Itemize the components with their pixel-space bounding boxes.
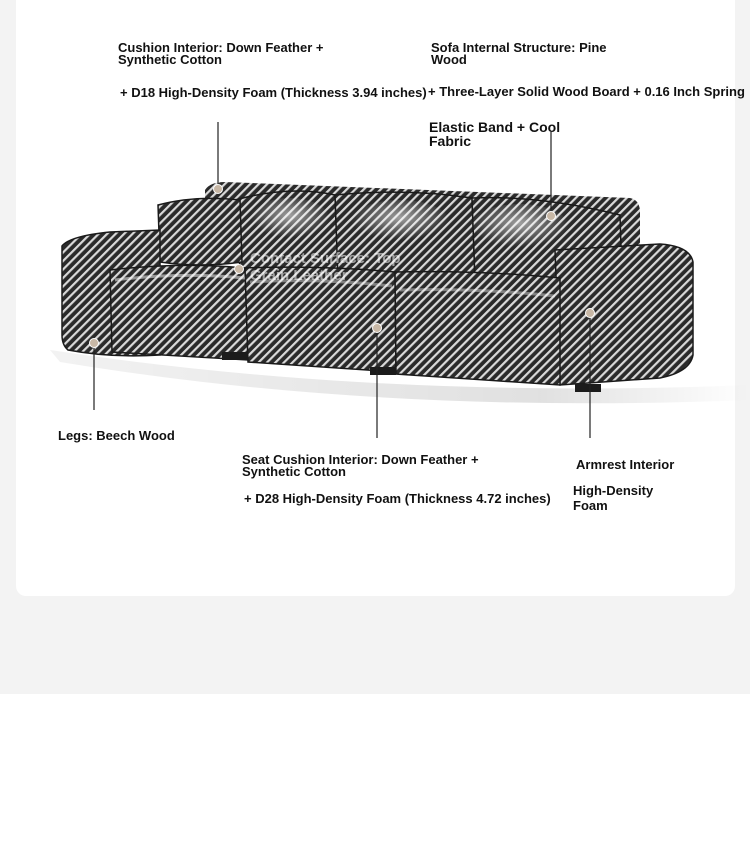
internal-structure-label-line3: + Three-Layer Solid Wood Board + 0.16 Inch Spring [428, 84, 745, 99]
cushion-interior-label-line2: Synthetic Cotton [118, 52, 222, 67]
contact-surface-label-line2: Grain Leather [250, 267, 348, 284]
armrest-label-line2: High-Density [573, 483, 654, 498]
armrest-label-line1: Armrest Interior [576, 457, 675, 472]
marker-elastic [547, 212, 556, 221]
internal-structure-label-line1: Sofa Internal Structure: Pine [431, 40, 607, 55]
sofa-leg-front-left [222, 352, 248, 360]
elastic-band-label-line1: Elastic Band + Cool [429, 119, 561, 135]
internal-structure-label-line2: Wood [431, 52, 467, 67]
marker-legs [90, 339, 99, 348]
seat-cushion-label-line2: Synthetic Cotton [242, 464, 346, 479]
cushion-interior-label-line3: + D18 High-Density Foam (Thickness 3.94 inches) [120, 85, 427, 100]
cushion-interior-label-line1: Cushion Interior: Down Feather + [118, 40, 324, 55]
elastic-band-label-line2: Fabric [429, 133, 472, 149]
marker-contact [235, 265, 244, 274]
seat-cushion-label-line1: Seat Cushion Interior: Down Feather + [242, 452, 479, 467]
sofa-right-arm [555, 244, 693, 385]
sofa-leg-front-middle [370, 367, 396, 375]
throw-pillow [158, 198, 242, 265]
seat-cushion-label-line3: + D28 High-Density Foam (Thickness 4.72 inches) [244, 491, 551, 506]
marker-seat [373, 324, 382, 333]
armrest-label-line3: Foam [573, 498, 608, 513]
contact-surface-label-line1: Contact Surface: Top [250, 250, 401, 267]
legs-label: Legs: Beech Wood [58, 428, 175, 443]
sofa-leg-front-right [575, 384, 601, 392]
marker-cushion [214, 185, 223, 194]
marker-armrest [586, 309, 595, 318]
